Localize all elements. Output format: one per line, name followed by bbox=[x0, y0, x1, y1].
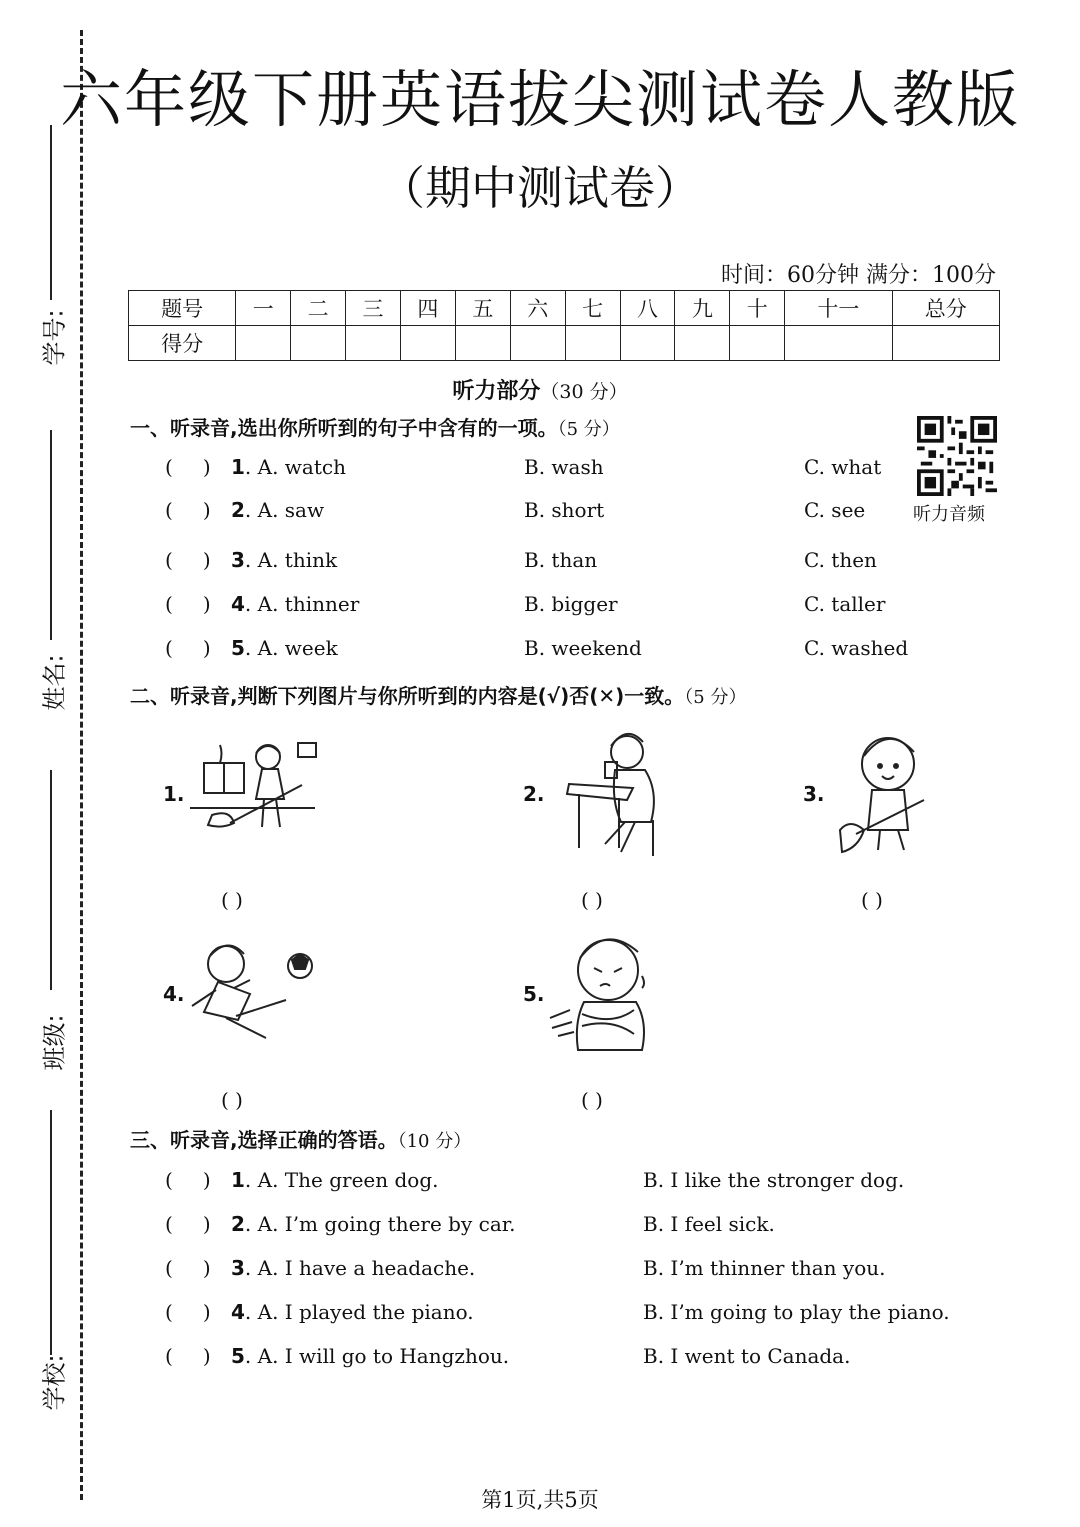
part1-option-b: B. bigger bbox=[524, 592, 618, 616]
part1-item: ( ) 5. A. week bbox=[165, 636, 338, 660]
answer-bracket[interactable]: ( ) bbox=[581, 1088, 603, 1112]
part1-option-b: B. weekend bbox=[524, 636, 642, 660]
answer-bracket[interactable]: ( ) bbox=[165, 1212, 211, 1236]
part1-option-c: C. see bbox=[804, 498, 866, 522]
score-header-cell: 题号 bbox=[129, 291, 236, 326]
part3-item: ( ) 4. A. I played the piano. bbox=[165, 1300, 474, 1324]
score-header-cell: 五 bbox=[455, 291, 510, 326]
picture-number: 4. bbox=[163, 982, 185, 1006]
time-info: 时间：60分钟 满分：100分 bbox=[721, 263, 996, 288]
name-line bbox=[50, 430, 52, 640]
score-cell[interactable] bbox=[400, 326, 455, 361]
listening-section-label: 听力部分 bbox=[452, 379, 541, 404]
score-header-cell: 十一 bbox=[785, 291, 892, 326]
score-cell[interactable] bbox=[510, 326, 565, 361]
part3-option-b: B. I went to Canada. bbox=[643, 1344, 851, 1368]
answer-bracket[interactable]: ( ) bbox=[165, 498, 211, 522]
score-cell[interactable] bbox=[455, 326, 510, 361]
score-cell[interactable] bbox=[565, 326, 620, 361]
part1-item: ( ) 4. A. thinner bbox=[165, 592, 360, 616]
part1-title bbox=[130, 412, 620, 441]
score-header-cell: 八 bbox=[620, 291, 675, 326]
boy-coughing-icon bbox=[548, 930, 663, 1055]
girl-mopping-icon bbox=[190, 735, 320, 835]
score-header-cell: 二 bbox=[291, 291, 346, 326]
part3-option-b: B. I’m going to play the piano. bbox=[643, 1300, 950, 1324]
qr-label: 听力音频 bbox=[913, 504, 985, 525]
answer-bracket[interactable]: ( ) bbox=[165, 592, 211, 616]
picture-number: 1. bbox=[163, 782, 185, 806]
score-header-cell: 一 bbox=[236, 291, 291, 326]
boy-kicking-ball-icon bbox=[188, 940, 323, 1050]
part2-points: （5 分） bbox=[684, 687, 747, 708]
score-header-cell: 三 bbox=[346, 291, 401, 326]
part1-points: （5 分） bbox=[557, 419, 620, 440]
part1-option-b: B. wash bbox=[524, 455, 604, 479]
part3-item: ( ) 5. A. I will go to Hangzhou. bbox=[165, 1344, 510, 1368]
score-cell[interactable] bbox=[730, 326, 785, 361]
answer-bracket[interactable]: ( ) bbox=[165, 1168, 211, 1192]
part3-title-text: 三、听录音,选择正确的答语。 bbox=[130, 1128, 398, 1152]
score-cell[interactable] bbox=[236, 326, 291, 361]
answer-bracket[interactable]: ( ) bbox=[165, 548, 211, 572]
answer-bracket[interactable]: ( ) bbox=[861, 888, 883, 912]
part3-item: ( ) 3. A. I have a headache. bbox=[165, 1256, 476, 1280]
school-line bbox=[50, 1110, 52, 1355]
score-header-cell: 七 bbox=[565, 291, 620, 326]
part3-option-b: B. I’m thinner than you. bbox=[643, 1256, 886, 1280]
class-line bbox=[50, 770, 52, 990]
score-table bbox=[128, 290, 1000, 361]
class-label: 班级: bbox=[40, 1014, 69, 1071]
score-cell[interactable] bbox=[620, 326, 675, 361]
student-id-label: 学号: bbox=[40, 309, 69, 366]
score-header-cell: 总分 bbox=[892, 291, 999, 326]
answer-bracket[interactable]: ( ) bbox=[165, 1300, 211, 1324]
answer-bracket[interactable]: ( ) bbox=[165, 1256, 211, 1280]
part3-option-b: B. I like the stronger dog. bbox=[643, 1168, 905, 1192]
boy-reading-at-desk-icon bbox=[565, 728, 670, 860]
part1-item: ( ) 3. A. think bbox=[165, 548, 338, 572]
page-title: 六年级下册英语拔尖测试卷人教版 bbox=[59, 63, 1020, 136]
part2-title bbox=[130, 680, 746, 709]
part1-option-c: C. washed bbox=[804, 636, 909, 660]
score-table-score-row bbox=[129, 326, 1000, 361]
name-label: 姓名: bbox=[40, 654, 69, 711]
part1-item: ( ) 1. A. watch bbox=[165, 455, 346, 479]
school-label: 学校: bbox=[40, 1354, 69, 1411]
answer-bracket[interactable]: ( ) bbox=[221, 888, 243, 912]
listening-section-header bbox=[0, 374, 1080, 405]
boy-sweeping-icon bbox=[832, 730, 942, 860]
part1-option-c: C. then bbox=[804, 548, 877, 572]
score-cell[interactable] bbox=[291, 326, 346, 361]
score-cell[interactable] bbox=[346, 326, 401, 361]
part3-item: ( ) 2. A. I’m going there by car. bbox=[165, 1212, 516, 1236]
picture-number: 3. bbox=[803, 782, 825, 806]
score-cell[interactable] bbox=[785, 326, 892, 361]
part1-option-b: B. short bbox=[524, 498, 605, 522]
score-header-cell: 九 bbox=[675, 291, 730, 326]
part3-title bbox=[130, 1124, 471, 1153]
score-header-cell: 十 bbox=[730, 291, 785, 326]
answer-bracket[interactable]: ( ) bbox=[165, 455, 211, 479]
part2-title-text: 二、听录音,判断下列图片与你所听到的内容是(√)否(✕)一致。 bbox=[130, 684, 685, 708]
score-cell[interactable] bbox=[675, 326, 730, 361]
binding-dashed-line bbox=[80, 30, 83, 1500]
score-header-cell: 四 bbox=[400, 291, 455, 326]
score-header-cell: 六 bbox=[510, 291, 565, 326]
part1-option-b: B. than bbox=[524, 548, 598, 572]
picture-number: 2. bbox=[523, 782, 545, 806]
answer-bracket[interactable]: ( ) bbox=[221, 1088, 243, 1112]
page-footer: 第1页,共5页 bbox=[481, 1488, 599, 1512]
qr-code-icon[interactable] bbox=[917, 416, 997, 496]
answer-bracket[interactable]: ( ) bbox=[165, 636, 211, 660]
score-table-header-row bbox=[129, 291, 1000, 326]
part3-item: ( ) 1. A. The green dog. bbox=[165, 1168, 439, 1192]
part1-item: ( ) 2. A. saw bbox=[165, 498, 325, 522]
part3-option-b: B. I feel sick. bbox=[643, 1212, 775, 1236]
page-subtitle: （期中测试卷） bbox=[379, 161, 701, 215]
part3-points: （10 分） bbox=[397, 1131, 472, 1152]
part1-option-c: C. taller bbox=[804, 592, 886, 616]
part1-option-c: C. what bbox=[804, 455, 882, 479]
score-cell[interactable] bbox=[892, 326, 999, 361]
answer-bracket[interactable]: ( ) bbox=[165, 1344, 211, 1368]
picture-number: 5. bbox=[523, 982, 545, 1006]
score-row-label: 得分 bbox=[129, 326, 236, 361]
listening-section-points: （30 分） bbox=[540, 381, 628, 403]
answer-bracket[interactable]: ( ) bbox=[581, 888, 603, 912]
part1-title-text: 一、听录音,选出你所听到的句子中含有的一项。 bbox=[130, 416, 558, 440]
